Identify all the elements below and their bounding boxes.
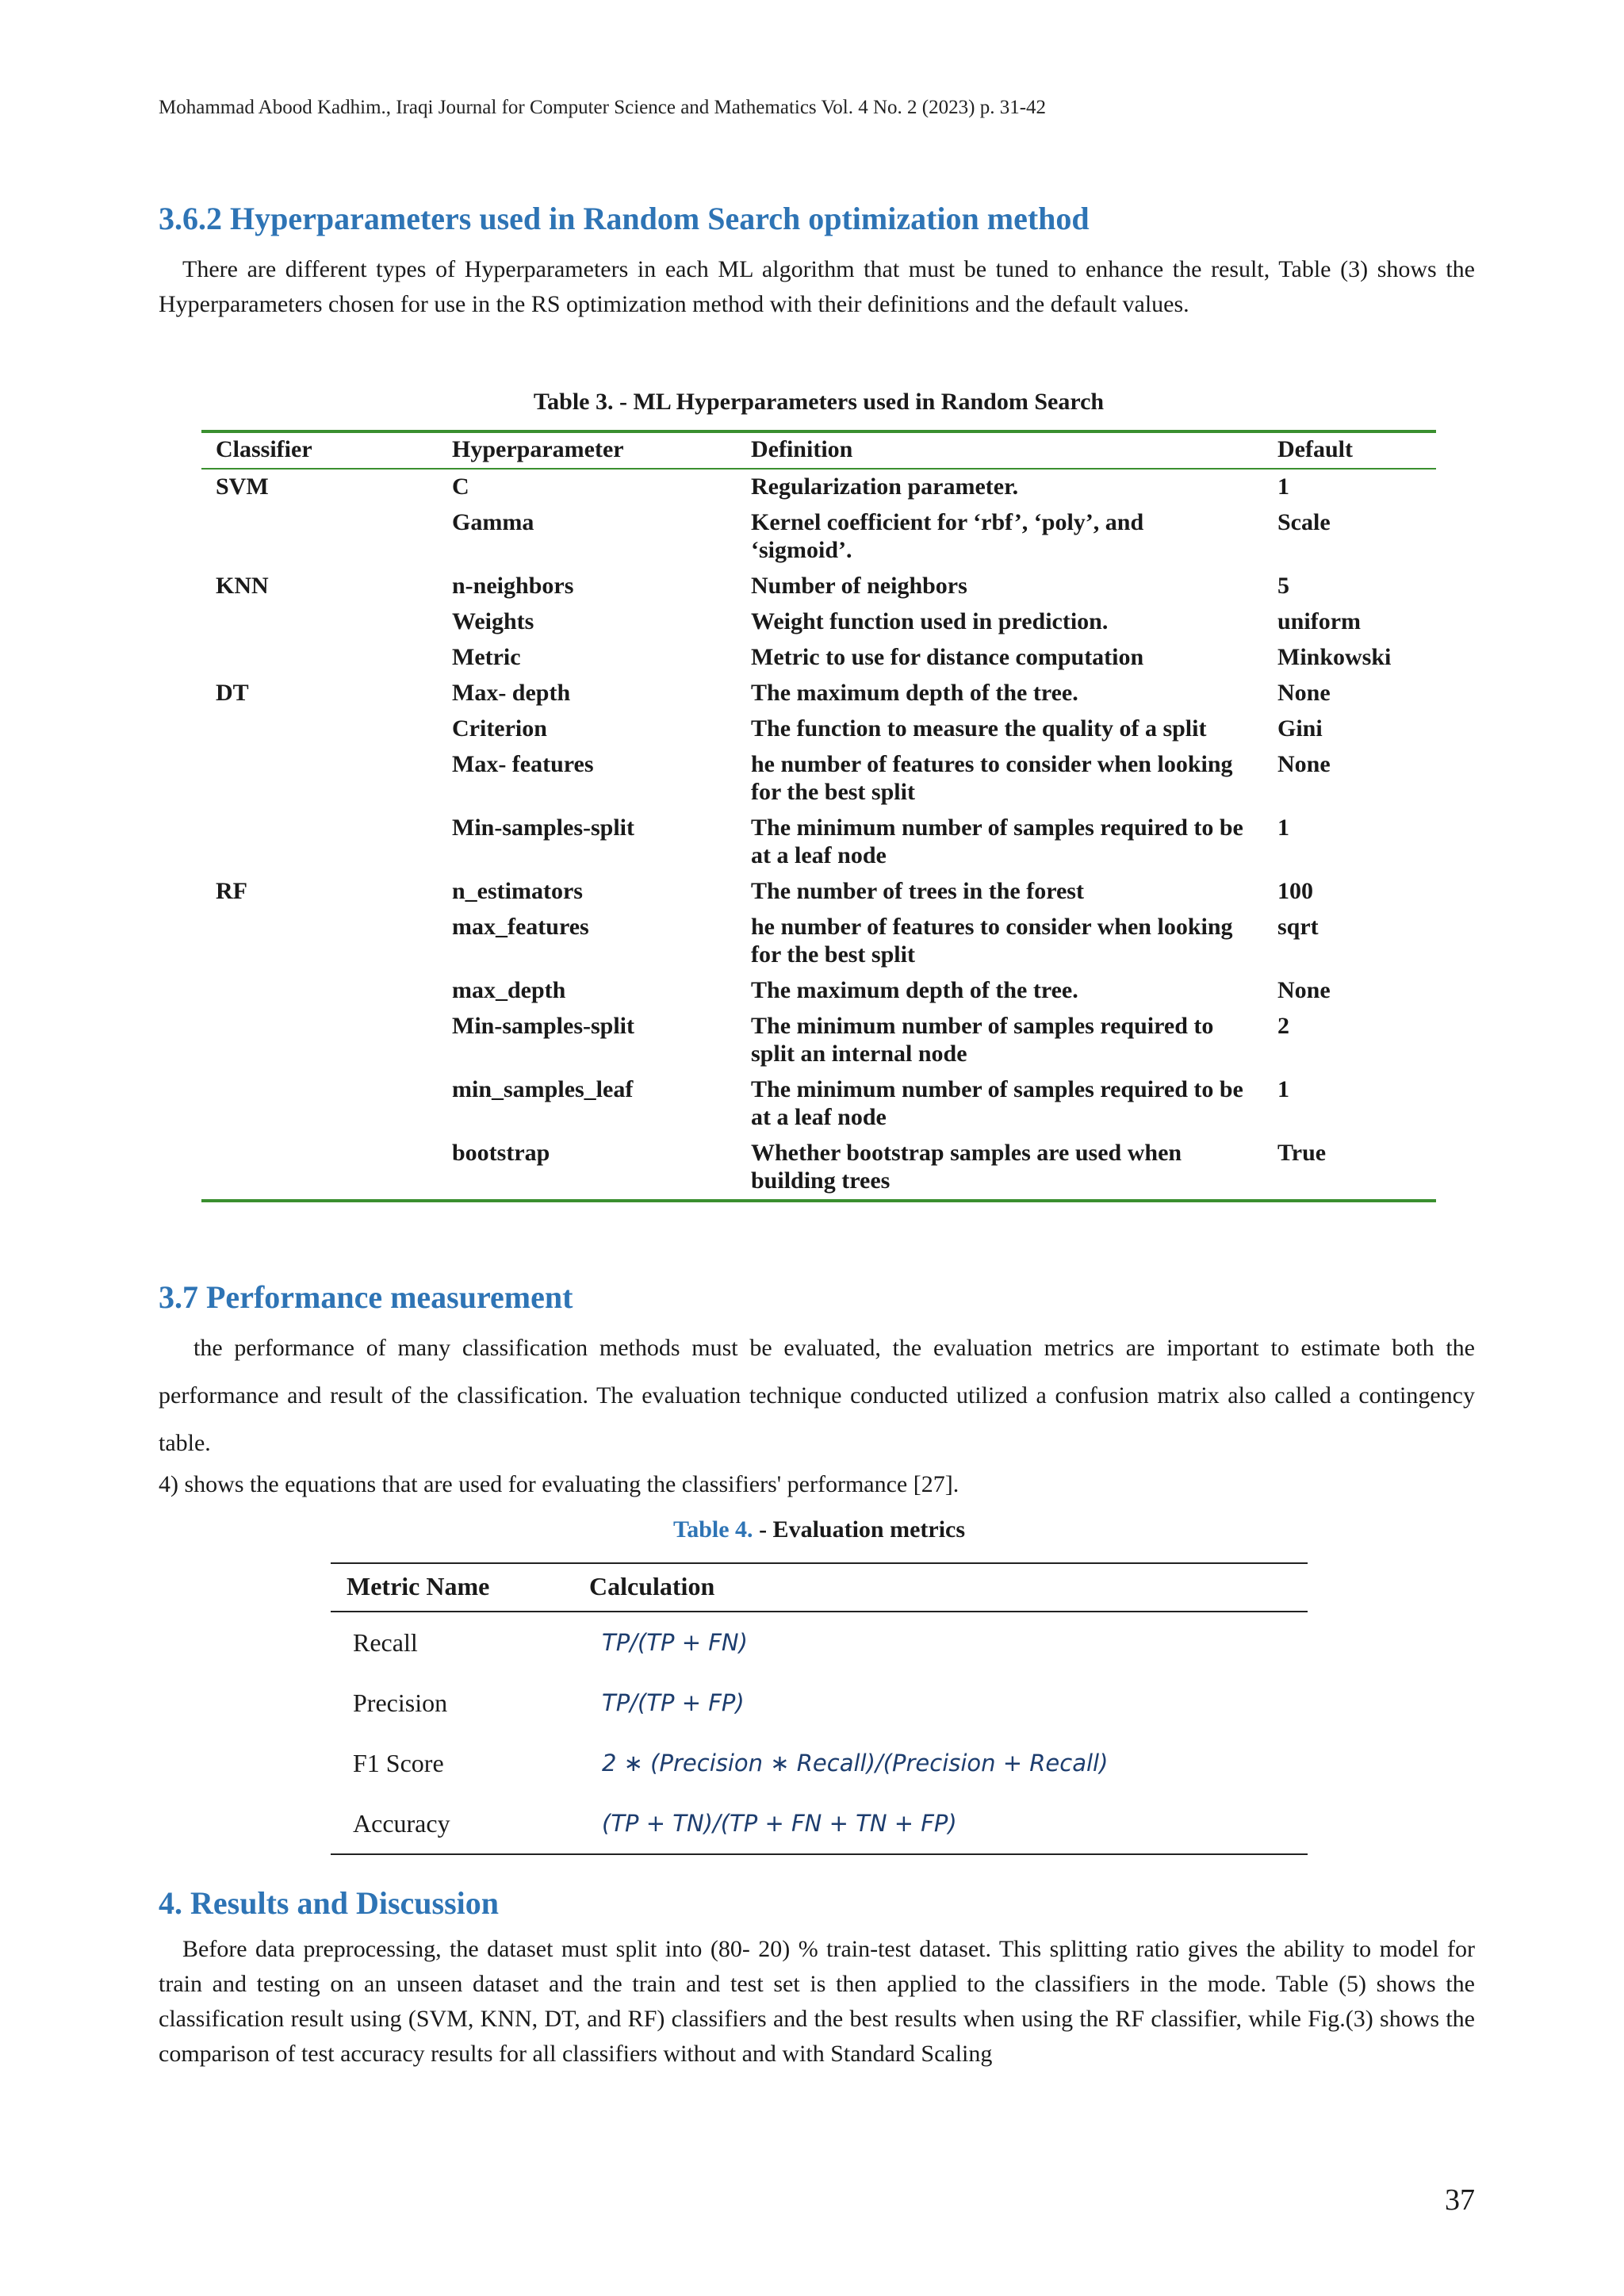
table3-default-cell: 1 [1277,473,1289,500]
table4-row [331,1673,1308,1733]
table4 [331,1562,1308,1855]
table3-definition-cell: Number of neighbors [751,573,967,599]
table4-caption-text: - Evaluation metrics [753,1516,966,1543]
table3-definition-cell: The function to measure the quality of a split [751,715,1207,742]
table3-definition-cell: Kernel coefficient for ‘rbf’, ‘poly’, and ‘sigmoid’. [751,509,1144,563]
table3-definition-cell: The minimum number of samples required to be at a leaf node [751,1076,1243,1130]
section-paragraph-4: Before data preprocessing, the dataset must split into (80- 20) % train-test dataset. This splitting ratio gives the ability to model for train and testing on an unseen dataset and the train and test set is then applied to the classifiers in the mode. Table (5) shows the classification result using (SVM, KNN, DT, and RF) classifiers and the best results when using the RF classifier, while Fig.(3) shows the comparison of test accuracy results for all classifiers without and with Standard Scaling [159,1936,1475,2067]
table3-hyperparameter-cell: Min-samples-split [452,815,635,841]
table3-row [201,874,1436,910]
table3-caption: Table 3. - ML Hyperparameters used in Random Search [533,389,1105,415]
table3-hyperparameter-cell: n_estimators [452,878,583,904]
section-paragraph-3-7: the performance of many classification methods must be evaluated, the evaluation metrics are important to estimate both the performance and result of the classification. The evaluation technique conducted utilized a confusion matrix also called a contingency table. [159,1335,1475,1456]
table3-default-cell: Scale [1277,509,1331,535]
table3-header: Default [1263,431,1436,469]
table3-classifier-cell [201,747,438,811]
table3-hyperparameter-cell: Min-samples-split [452,1013,635,1039]
table3-classifier-cell [201,1072,438,1136]
table3-header: Classifier [201,431,438,469]
table3-definition-cell: The minimum number of samples required to split an internal node [751,1013,1214,1067]
table4-header-row [331,1563,1308,1612]
table3-row [201,747,1436,811]
table3-row [201,505,1436,569]
table3-hyperparameter-cell: max_features [452,914,589,940]
table4-metric-cell: Recall [353,1627,418,1657]
table3-definition-cell: The maximum depth of the tree. [751,977,1078,1003]
section-paragraph-3-7-b: 4) shows the equations that are used for evaluating the classifiers' performance [27]. [159,1471,959,1497]
table4-formula-cell: 2 ∗ (Precision ∗ Recall)/(Precision + Recall) [602,1750,1109,1777]
table3-definition-cell: The maximum depth of the tree. [751,680,1078,706]
table3-definition-cell: Regularization parameter. [751,473,1019,500]
running-head: Mohammad Abood Kadhim., Iraqi Journal for Computer Science and Mathematics Vol. 4 No. 2 (2023) p. 31-42 [159,97,1047,118]
table3-row [201,469,1436,505]
table3-header-row [201,431,1436,469]
table4-row [331,1793,1308,1854]
table4-metric-cell: F1 Score [353,1748,444,1777]
table3-definition-cell: The minimum number of samples required to be at a leaf node [751,815,1243,868]
table3-default-cell: None [1277,680,1331,706]
table3-default-cell: True [1277,1140,1327,1166]
table3-hyperparameter-cell: C [452,473,469,500]
table3-row [201,604,1436,640]
table3-default-cell: sqrt [1277,914,1319,940]
table4-caption-label: Table 4. [672,1516,753,1543]
table3-hyperparameter-cell: Max- depth [452,680,571,706]
table3-default-cell: None [1277,751,1331,777]
section-heading-3-6-2: 3.6.2 Hyperparameters used in Random Search optimization method [159,201,1090,236]
table3-classifier-cell [201,604,438,640]
table3-default-cell: Gini [1277,715,1323,742]
table3-hyperparameter-cell: n-neighbors [452,573,574,599]
table4-metric-cell: Precision [353,1688,448,1717]
table4-caption [331,1516,1308,1543]
table3-default-cell: 100 [1277,878,1313,904]
table3-classifier-cell [201,1009,438,1072]
table4-header: Calculation [573,1563,1308,1612]
table3-default-cell: uniform [1277,608,1361,634]
table3-definition-cell: Metric to use for distance computation [751,644,1144,670]
table4-metric-cell: Accuracy [353,1808,450,1838]
table4-formula-cell: TP/(TP + FN) [602,1629,748,1656]
table3-row [201,1072,1436,1136]
table3-hyperparameter-cell: min_samples_leaf [452,1076,634,1102]
table4-header: Metric Name [331,1563,573,1612]
table3-classifier-cell [201,640,438,676]
table3-row [201,811,1436,874]
table3-hyperparameter-cell: Weights [452,608,534,634]
table3-hyperparameter-cell: max_depth [452,977,566,1003]
table3-row [201,676,1436,711]
table3-classifier-cell [201,910,438,973]
section-heading-4: 4. Results and Discussion [159,1885,500,1921]
table3-row [201,1009,1436,1072]
table3-default-cell: Minkowski [1277,644,1392,670]
table3-header: Definition [737,431,1263,469]
table3-row [201,910,1436,973]
table3-classifier-cell: DT [216,680,249,706]
table4-row [331,1612,1308,1673]
table3-row [201,1136,1436,1201]
table4-formula-cell: TP/(TP + FP) [602,1689,745,1716]
section-paragraph-3-6-2: There are different types of Hyperparameters in each ML algorithm that must be tuned to enhance the result, Table (3) shows the Hyperparameters chosen for use in the RS optimization method with their definitions and the default values. [159,256,1475,317]
table3-definition-cell: The number of trees in the forest [751,878,1084,904]
table3-classifier-cell [201,711,438,747]
table4-formula-cell: (TP + TN)/(TP + FN + TN + FP) [602,1810,957,1837]
table3-classifier-cell: SVM [216,473,269,500]
table3-default-cell: 2 [1277,1013,1289,1039]
table3-default-cell: 1 [1277,815,1289,841]
table3-row [201,640,1436,676]
table3-hyperparameter-cell: Gamma [452,509,534,535]
table3-classifier-cell [201,1136,438,1201]
table3-row [201,973,1436,1009]
table3-definition-cell: he number of features to consider when looking for the best split [751,751,1233,805]
table3-hyperparameter-cell: Criterion [452,715,547,742]
table3-row [201,711,1436,747]
table3-default-cell: None [1277,977,1331,1003]
table3-classifier-cell [201,973,438,1009]
table3 [201,430,1436,1202]
table3-definition-cell: he number of features to consider when looking for the best split [751,914,1233,968]
table3-classifier-cell [201,811,438,874]
section-heading-3-7: 3.7 Performance measurement [159,1279,573,1315]
page-number: 37 [1445,2183,1475,2217]
table3-hyperparameter-cell: bootstrap [452,1140,550,1166]
table3-classifier-cell: KNN [216,573,269,599]
table3-classifier-cell: RF [216,878,247,904]
table3-definition-cell: Weight function used in prediction. [751,608,1109,634]
table3-default-cell: 1 [1277,1076,1289,1102]
table3-default-cell: 5 [1277,573,1289,599]
table4-row [331,1733,1308,1793]
table3-header: Hyperparameter [438,431,737,469]
table3-classifier-cell [201,505,438,569]
table3-row [201,569,1436,604]
table3-hyperparameter-cell: Max- features [452,751,594,777]
table3-definition-cell: Whether bootstrap samples are used when building trees [751,1140,1182,1194]
table3-hyperparameter-cell: Metric [452,644,521,670]
